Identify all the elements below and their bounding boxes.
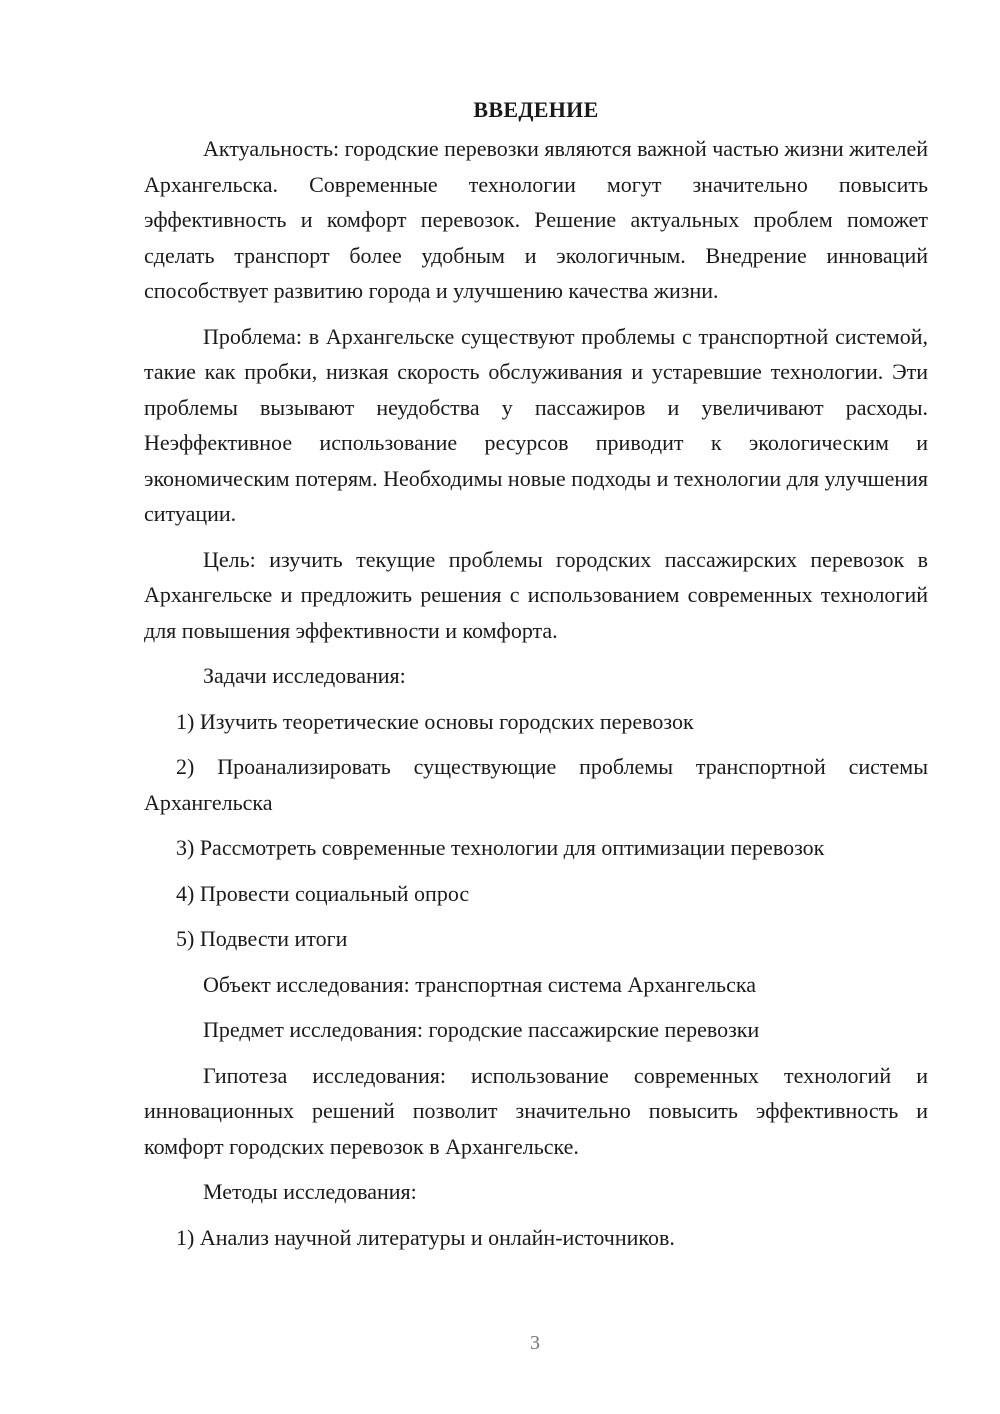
subject-line: Предмет исследования: городские пассажирские перевозки xyxy=(203,1017,760,1042)
relevance-paragraph: Актуальность: городские перевозки являются важной частью жизни жителей Архангельска. Современные технологии могут значительно повысить эффективность и комфорт перевозок. Решение актуальных проблем поможет сделать транспорт более удобным и экологичным. Внедрение инноваций способствует развитию города и улучшению качества жизни. xyxy=(144,136,928,303)
task-item-1: 1) Изучить теоретические основы городских перевозок xyxy=(176,708,694,734)
task-item-5: 5) Подвести итоги xyxy=(176,926,348,951)
page-number: 3 xyxy=(530,1332,540,1354)
document-page xyxy=(144,92,928,1265)
problem-paragraph: Проблема: в Архангельске существуют проблемы с транспортной системой, такие как пробки, низкая скорость обслуживания и устаревшие технологии. Эти проблемы вызывают неудобства у пассажиров и увеличивают расходы. Неэффективное использование ресурсов приводит к экологическим и экономическим потерям. Необходимы новые подходы и технологии для улучшения ситуации. xyxy=(144,323,928,526)
task-item-2: 2) Проанализировать существующие проблемы транспортной системы Архангельска xyxy=(144,754,928,815)
task-item-3: 3) Рассмотреть современные технологии для оптимизации перевозок xyxy=(176,835,825,860)
hypothesis-paragraph: Гипотеза исследования: использование современных технологий и инновационных решений позволит значительно повысить эффективность и комфорт городских перевозок в Архангельске. xyxy=(144,1062,928,1159)
task-item-4: 4) Провести социальный опрос xyxy=(176,880,470,906)
method-item-1: 1) Анализ научной литературы и онлайн-источников. xyxy=(176,1224,675,1250)
tasks-heading: Задачи исследования: xyxy=(203,663,406,688)
page-title: ВВЕДЕНИЕ xyxy=(473,97,599,122)
methods-heading: Методы исследования: xyxy=(203,1179,417,1204)
goal-paragraph: Цель: изучить текущие проблемы городских пассажирских перевозок в Архангельске и предложить решения с использованием современных технологий для повышения эффективности и комфорта. xyxy=(144,546,928,643)
object-line: Объект исследования: транспортная система Архангельска xyxy=(203,971,756,997)
